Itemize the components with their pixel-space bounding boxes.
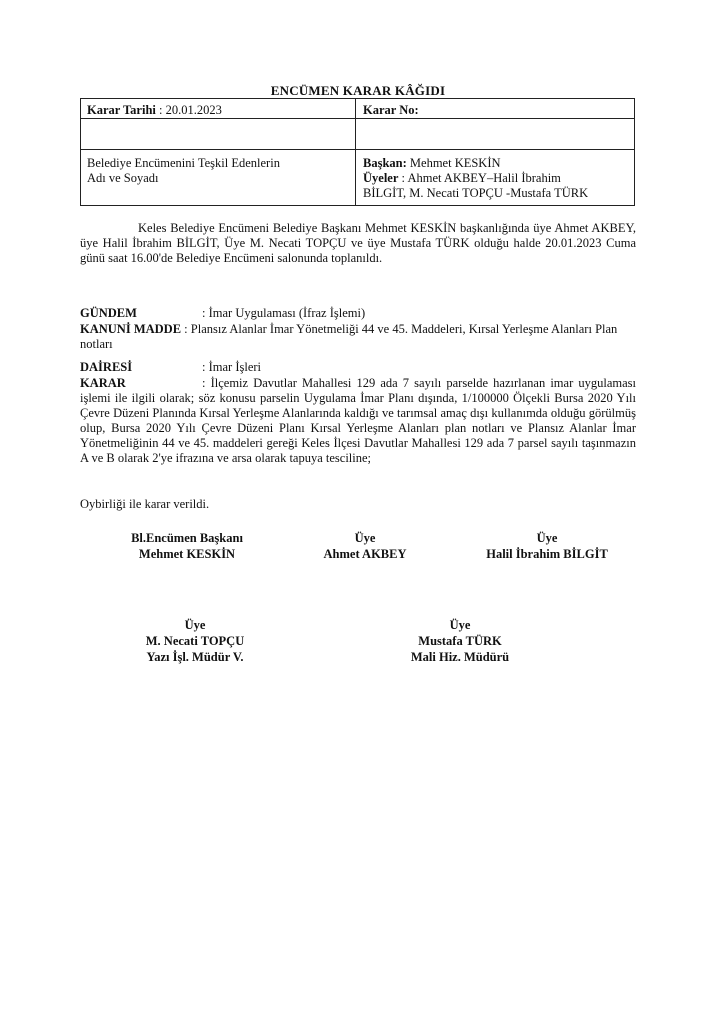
chair-label: Başkan:: [363, 156, 407, 170]
intro-paragraph: [80, 221, 636, 266]
signature-member-topcu: [120, 617, 270, 665]
department-row: [80, 360, 636, 375]
decision-date-cell: [87, 103, 222, 118]
signature-member-turk: [385, 617, 535, 665]
table-divider-middle: [81, 149, 634, 150]
members-value-line1: : Ahmet AKBEY–Halil İbrahim: [398, 171, 561, 185]
decision-value: : İlçemiz Davutlar Mahallesi 129 ada 7 sayılı parselde hazırlanan imar uygulaması işlemi ile ilgili olarak; söz konusu parselin Uygulama İmar Planı dışında, 1/100000 Ölçekli Bursa 2020 Yılı Çevre Düzeni Planında Kırsal Yerleşme Alanlarında kaldığı ve tarımsal amaç dışı kullanımda olduğu görülmüş olup, Bursa 2020 Yılı Çevre Düzeni Planı Kırsal Yerleşme Alanları plan notları ve Plansız Alanlar İmar Yönetmeliğinin 44 ve 45. maddeleri gereği Keles İlçesi Davutlar Mahallesi 129 ada 7 parsel sayılı taşınmazın A ve B olarak 2'ye ifrazına ve arsa olarak tapuya tesciline;: [80, 376, 636, 465]
signature-role: Üye: [354, 531, 376, 545]
signature-name: Mehmet KESKİN: [138, 547, 236, 561]
agenda-label: GÜNDEM: [80, 306, 137, 320]
signature-title: Yazı İşl. Müdür V.: [146, 650, 244, 664]
decision-number-cell: [363, 103, 419, 118]
members-label: Üyeler: [363, 171, 399, 185]
signature-member-bilgit: [462, 530, 632, 562]
law-label: KANUNİ MADDE: [80, 322, 182, 336]
signature-member-akbey: [305, 530, 425, 562]
agenda-value: : İmar Uygulaması (İfraz İşlemi): [202, 306, 366, 320]
members-caption-line2: Adı ve Soyadı: [87, 171, 159, 185]
closing-line: Oybirliği ile karar verildi.: [80, 497, 210, 511]
chair-value: Mehmet KESKİN: [406, 156, 501, 170]
members-caption-line1: Belediye Encümenini Teşkil Edenlerin: [87, 156, 280, 170]
document-title: ENCÜMEN KARAR KÂĞIDI: [270, 83, 446, 98]
decision-label: KARAR: [80, 376, 126, 390]
signature-role: Üye: [184, 618, 206, 632]
signature-name: Mustafa TÜRK: [418, 634, 502, 648]
table-divider-top: [81, 118, 634, 119]
department-label: DAİRESİ: [80, 360, 133, 374]
members-value-line2: BİLGİT, M. Necati TOPÇU -Mustafa TÜRK: [363, 186, 589, 200]
decision-number-label: Karar No:: [363, 103, 419, 117]
department-value: : İmar İşleri: [202, 360, 262, 374]
members-list: [363, 156, 635, 201]
signature-title: Mali Hiz. Müdürü: [410, 650, 510, 664]
signature-role: Üye: [536, 531, 558, 545]
law-value: : Plansız Alanlar İmar Yönetmeliği 44 ve 45. Maddeleri, Kırsal Yerleşme Alanları Plan notları: [80, 322, 618, 351]
signature-chair: [112, 530, 262, 562]
signature-name: Ahmet AKBEY: [323, 547, 407, 561]
signature-name: M. Necati TOPÇU: [145, 634, 245, 648]
signature-name: Halil İbrahim BİLGİT: [486, 547, 608, 561]
agenda-row: [80, 306, 636, 321]
decision-date-label: Karar Tarihi: [87, 103, 156, 117]
signature-role: Üye: [449, 618, 471, 632]
decision-date-value: : 20.01.2023: [159, 103, 222, 117]
header-table: [80, 98, 635, 206]
intro-text: Keles Belediye Encümeni Belediye Başkanı Mehmet KESKİN başkanlığında üye Ahmet AKBEY, üye Halil İbrahim BİLGİT, Üye M. Necati TOPÇU ve üye Mustafa TÜRK olduğu halde 20.01.2023 Cuma günü saat 16.00'de Belediye Encümeni salonunda toplanıldı.: [80, 221, 636, 265]
signature-role: Bl.Encümen Başkanı: [131, 531, 243, 545]
members-caption: [87, 156, 347, 186]
decision-row: [80, 376, 636, 466]
table-divider-vertical: [355, 99, 356, 205]
law-row: [80, 322, 636, 352]
members-line: [363, 171, 635, 186]
chair-line: [363, 156, 635, 171]
